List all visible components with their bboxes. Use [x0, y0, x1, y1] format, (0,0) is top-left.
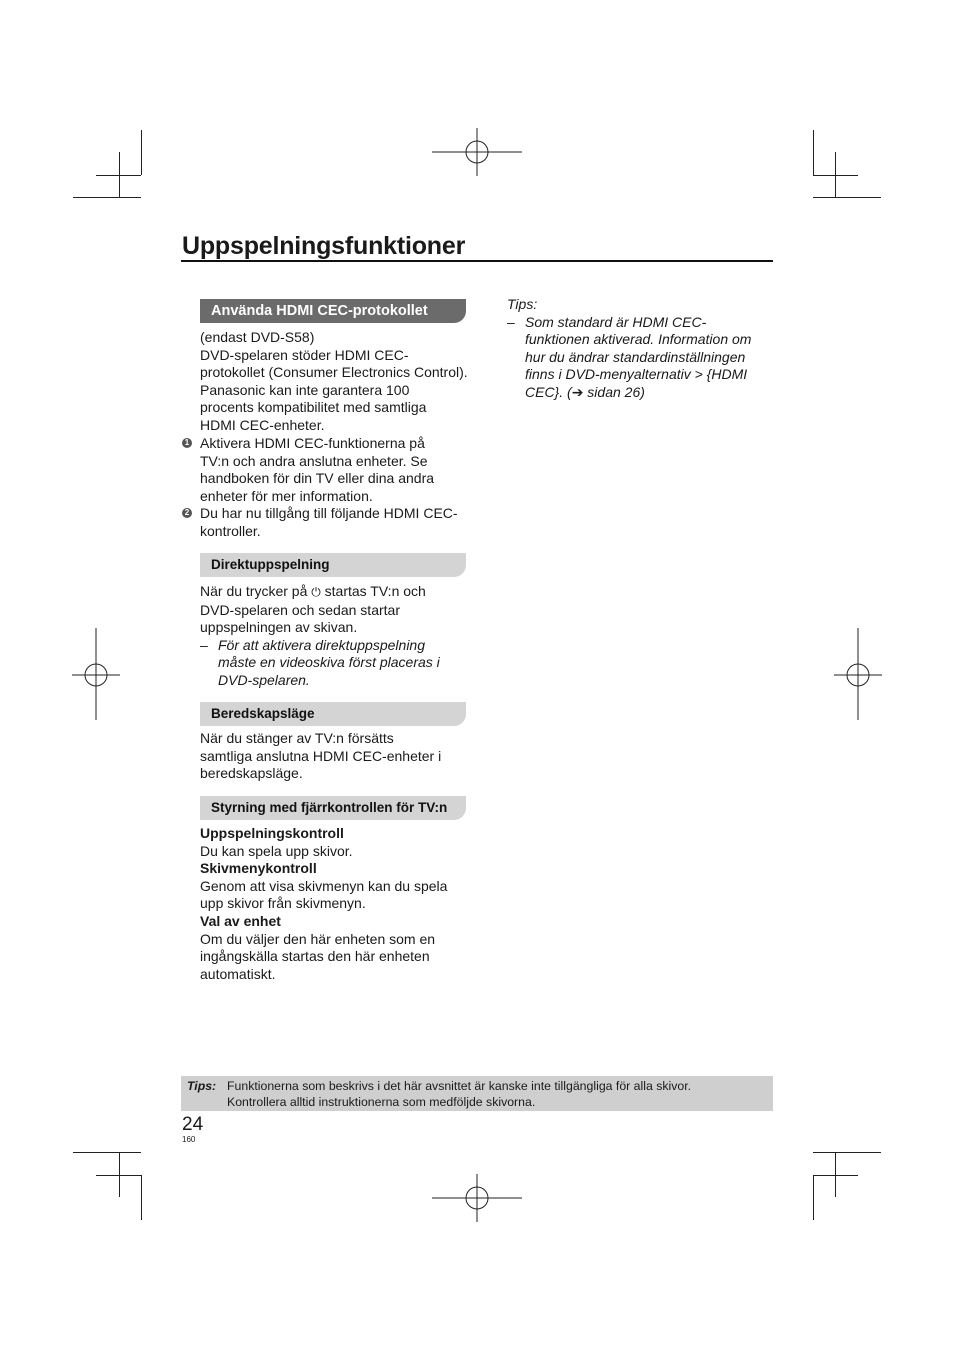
text-line: automatiskt. [200, 965, 276, 982]
section-header-label: Direktuppspelning [211, 557, 330, 572]
text-line: För att aktivera direktuppspelning [218, 636, 425, 653]
text-line [200, 583, 475, 602]
text-line: Genom att visa skivmenyn kan du spela [200, 877, 448, 894]
section-header-label: Styrning med fjärrkontrollen för TV:n [211, 800, 448, 815]
dash-bullet: – [200, 636, 208, 653]
text-line: samtliga anslutna HDMI CEC-enheter i [200, 747, 442, 764]
step-text [200, 505, 475, 540]
direct-play-paragraph [200, 583, 475, 690]
text-line [525, 384, 767, 402]
text-line: Om du väljer den här enheten som en [200, 930, 436, 947]
section-header-remote-control [200, 796, 466, 820]
text-fragment: CEC}. ( [525, 383, 572, 400]
text-fragment: sidan 26) [583, 383, 645, 400]
text-line: DVD-spelaren. [218, 671, 310, 688]
subheading-disc-menu-control: Skivmenykontroll [200, 860, 317, 877]
text-line: procents kompatibilitet med samtliga [200, 399, 427, 416]
text-line: HDMI CEC-enheter. [200, 416, 325, 433]
section-header-standby [200, 702, 466, 726]
text-fragment: startas TV:n och [324, 583, 426, 599]
tips-column [507, 296, 767, 402]
arrow-right-icon: ➔ [571, 383, 584, 400]
text-line: funktionen aktiverad. Information om [525, 331, 752, 348]
remote-control-paragraph [200, 825, 475, 983]
footer-tips-line: Kontrollera alltid instruktionerna som medföljde skivorna. [227, 1095, 536, 1109]
footer-tips-line: Funktionerna som beskrivs i det här avsnittet är kanske inte tillgängliga för alla skivor. [227, 1079, 692, 1093]
section-header-hdmi-cec [200, 299, 466, 323]
registration-target-bottom [430, 1174, 524, 1222]
text-line: När du stänger av TV:n försätts [200, 730, 394, 746]
text-line: handboken för din TV eller dina andra [200, 470, 435, 487]
text-line: protokollet (Consumer Electronics Control). [200, 364, 468, 381]
text-line: Som standard är HDMI CEC- [525, 313, 707, 330]
page-title: Uppspelningsfunktioner [182, 232, 466, 260]
intro-paragraph [200, 329, 475, 435]
text-line: Du kan spela upp skivor. [200, 842, 353, 859]
text-line: upp skivor från skivmenyn. [200, 895, 366, 912]
section-header-label: Använda HDMI CEC-protokollet [211, 303, 428, 319]
text-line: hur du ändrar standardinställningen [525, 348, 746, 365]
page-sub-number: 160 [182, 1135, 196, 1144]
footer-tips-label: Tips: [187, 1079, 217, 1093]
tips-label: Tips: [507, 296, 538, 312]
registration-target-left [70, 628, 122, 720]
subheading-playback-control: Uppspelningskontroll [200, 825, 344, 841]
subheading-device-select: Val av enhet [200, 912, 281, 929]
registration-target-top [430, 128, 524, 176]
power-icon: ⏻ [311, 585, 321, 599]
text-line: (endast DVD-S58) [200, 329, 315, 345]
standby-paragraph [200, 730, 475, 783]
text-line: DVD-spelaren och sedan startar [200, 601, 400, 618]
text-line: ingångskälla startas den här enheten [200, 948, 430, 965]
registration-target-right [832, 628, 884, 720]
dash-bullet: – [507, 313, 515, 330]
text-line: måste en videoskiva först placeras i [218, 654, 440, 671]
text-line: Du har nu tillgång till följande HDMI CEC- [200, 505, 458, 521]
text-line: finns i DVD-menyalternativ > {HDMI [525, 366, 748, 383]
section-header-label: Beredskapsläge [211, 706, 315, 721]
text-line: TV:n och andra anslutna enheter. Se [200, 452, 428, 469]
text-line: kontroller. [200, 522, 261, 539]
page-number: 24 [182, 1114, 204, 1135]
footer-tips-box [181, 1076, 773, 1111]
title-underline [181, 260, 773, 262]
text-line: Panasonic kan inte garantera 100 [200, 381, 410, 398]
text-line: uppspelningen av skivan. [200, 619, 358, 636]
tips-note [507, 314, 767, 402]
step-number-badge: 1 [182, 438, 192, 448]
step-text [200, 435, 475, 505]
section-header-direct-play [200, 553, 466, 577]
text-line: enheter för mer information. [200, 487, 373, 504]
step-number-badge: 2 [182, 508, 192, 518]
text-line: Aktivera HDMI CEC-funktionerna på [200, 435, 425, 451]
direct-play-note [200, 637, 475, 690]
text-line: DVD-spelaren stöder HDMI CEC- [200, 346, 409, 363]
text-line: beredskapsläge. [200, 765, 303, 782]
text-fragment: När du trycker på [200, 583, 308, 599]
